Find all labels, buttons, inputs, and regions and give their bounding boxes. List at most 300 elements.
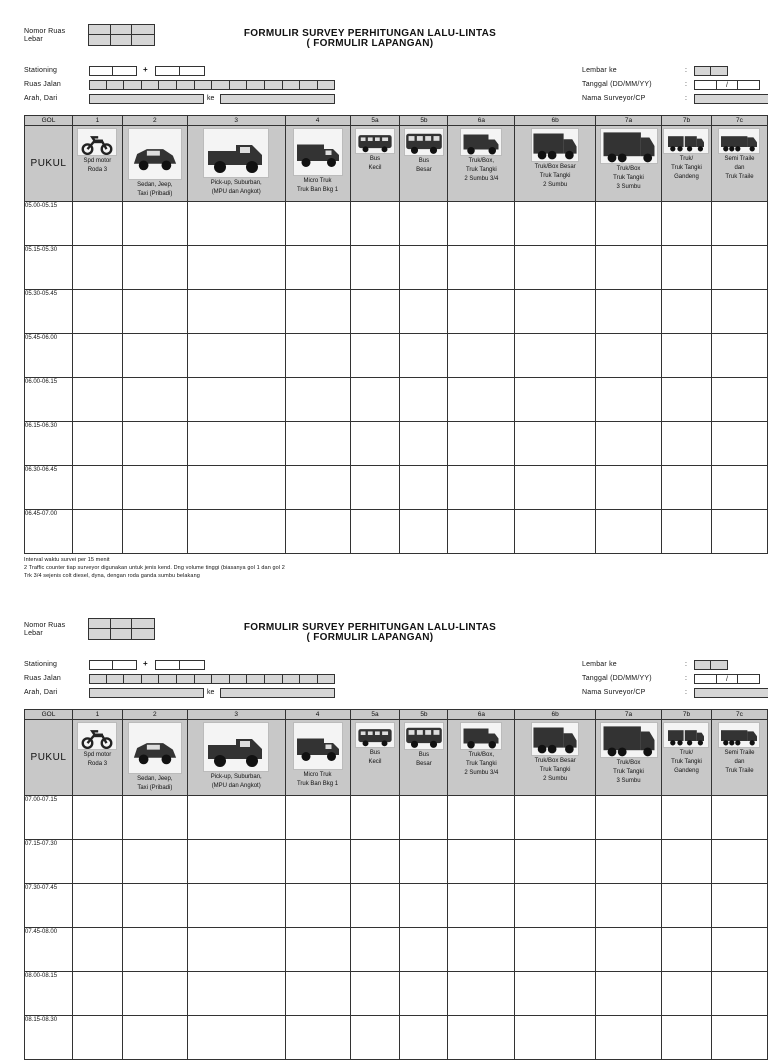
count-cell-1[interactable] — [72, 422, 122, 466]
count-cell-3[interactable] — [187, 202, 285, 246]
ruas-jalan-input-cell[interactable] — [318, 674, 336, 684]
count-cell-6b[interactable] — [515, 884, 596, 928]
count-cell-4[interactable] — [285, 510, 350, 554]
vehicle-label-top: Truk/Box, — [468, 158, 495, 164]
count-cell-6a[interactable] — [448, 246, 515, 290]
surveyor-input[interactable] — [694, 94, 768, 104]
stationing-km-input[interactable] — [89, 66, 137, 76]
count-cell-2[interactable] — [122, 246, 187, 290]
vehicle-type-1 — [72, 720, 122, 796]
count-cell-5b[interactable] — [400, 510, 448, 554]
count-cell-6b[interactable] — [515, 334, 596, 378]
count-cell-7a[interactable] — [596, 972, 662, 1016]
ruas-jalan-input-cell[interactable] — [300, 674, 318, 684]
ruas-jalan-input-cell[interactable] — [300, 80, 318, 90]
count-cell-2[interactable] — [122, 290, 187, 334]
count-cell-7c[interactable] — [711, 928, 767, 972]
label-arah-dari: Arah, Dari — [24, 95, 58, 102]
count-cell-4[interactable] — [285, 422, 350, 466]
arah-dari-input[interactable] — [89, 688, 204, 698]
tanggal-input[interactable] — [694, 80, 760, 90]
vehicle-label-top: Truk/ — [679, 750, 694, 756]
count-cell-7c[interactable] — [711, 422, 767, 466]
vehicle-label-bottom: Besar — [416, 167, 432, 173]
count-cell-6b[interactable] — [515, 246, 596, 290]
count-cell-6a[interactable] — [448, 378, 515, 422]
count-cell-4[interactable] — [285, 840, 350, 884]
count-cell-5a[interactable] — [350, 972, 400, 1016]
count-cell-6a[interactable] — [448, 796, 515, 840]
count-cell-7a[interactable] — [596, 334, 662, 378]
ruas-jalan-input-cell[interactable] — [265, 80, 283, 90]
count-cell-7b[interactable] — [662, 334, 712, 378]
count-cell-5a[interactable] — [350, 510, 400, 554]
stationing-m-input-cell[interactable] — [180, 66, 205, 76]
count-cell-5b[interactable] — [400, 290, 448, 334]
count-cell-6a[interactable] — [448, 422, 515, 466]
count-cell-4[interactable] — [285, 246, 350, 290]
count-cell-4[interactable] — [285, 884, 350, 928]
count-cell-7c[interactable] — [711, 1016, 767, 1060]
gol-3: 3 — [187, 710, 285, 720]
vehicle-label-top: Semi Traile — [724, 156, 755, 162]
count-cell-7b[interactable] — [662, 884, 712, 928]
surveyor-input[interactable] — [694, 688, 768, 698]
count-cell-4[interactable] — [285, 202, 350, 246]
vehicle-type-5a — [350, 126, 400, 202]
count-cell-7a[interactable] — [596, 796, 662, 840]
count-cell-2[interactable] — [122, 378, 187, 422]
stationing-km-input-cell[interactable] — [113, 66, 137, 76]
count-cell-2[interactable] — [122, 884, 187, 928]
count-cell-7b[interactable] — [662, 290, 712, 334]
ruas-jalan-input-cell[interactable] — [247, 674, 265, 684]
count-cell-5a[interactable] — [350, 1016, 400, 1060]
count-cell-6a[interactable] — [448, 1016, 515, 1060]
ruas-jalan-input-cell[interactable] — [195, 80, 213, 90]
count-cell-3[interactable] — [187, 466, 285, 510]
large-box-truck-icon — [531, 722, 579, 756]
stationing-m-input-cell[interactable] — [155, 660, 180, 670]
count-cell-3[interactable] — [187, 334, 285, 378]
vehicle-label-bottom: Truk Tangki — [465, 167, 497, 173]
label-lembar: Lembar ke — [582, 661, 617, 668]
count-cell-7a[interactable] — [596, 1016, 662, 1060]
count-cell-5a[interactable] — [350, 378, 400, 422]
count-cell-5a[interactable] — [350, 334, 400, 378]
count-cell-7b[interactable] — [662, 422, 712, 466]
gol-6b: 6b — [515, 710, 596, 720]
count-cell-1[interactable] — [72, 510, 122, 554]
stationing-m-input[interactable] — [155, 66, 205, 76]
count-cell-7a[interactable] — [596, 246, 662, 290]
arah-ke-input[interactable] — [220, 94, 335, 104]
count-cell-7c[interactable] — [711, 510, 767, 554]
gol-5b: 5b — [400, 710, 448, 720]
vehicle-label-top: Truk/Box — [616, 760, 641, 766]
count-cell-7a[interactable] — [596, 840, 662, 884]
ruas-jalan-input-cell[interactable] — [283, 674, 301, 684]
vehicle-type-7b — [662, 720, 712, 796]
table-row — [25, 334, 768, 378]
vehicle-label-bottom: dan — [734, 165, 745, 171]
label-arah-dari: Arah, Dari — [24, 689, 58, 696]
count-cell-6b[interactable] — [515, 466, 596, 510]
count-cell-1[interactable] — [72, 202, 122, 246]
table-row — [25, 290, 768, 334]
stationing-km-input-cell[interactable] — [113, 660, 137, 670]
vehicle-label-top: Spd motor — [83, 158, 112, 164]
count-cell-3[interactable] — [187, 378, 285, 422]
arah-ke-input[interactable] — [220, 688, 335, 698]
count-cell-1[interactable] — [72, 972, 122, 1016]
count-cell-5b[interactable] — [400, 422, 448, 466]
count-cell-2[interactable] — [122, 972, 187, 1016]
count-cell-3[interactable] — [187, 246, 285, 290]
ruas-jalan-input-cell[interactable] — [230, 674, 248, 684]
stationing-m-input[interactable] — [155, 660, 205, 670]
count-cell-6a[interactable] — [448, 972, 515, 1016]
pukul-header: PUKUL — [25, 720, 73, 796]
ruas-jalan-input-cell[interactable] — [142, 80, 160, 90]
count-cell-5a[interactable] — [350, 246, 400, 290]
three-axle-truck-icon — [600, 128, 658, 164]
vehicle-type-5a — [350, 720, 400, 796]
lembar-input-cell[interactable] — [694, 660, 711, 670]
vehicle-label-top: Truk/Box Besar — [534, 164, 576, 170]
time-interval: 06.15-06.30 — [25, 422, 73, 466]
lembar-input[interactable] — [694, 660, 728, 670]
small-bus-icon — [355, 128, 395, 154]
count-cell-4[interactable] — [285, 466, 350, 510]
nomor-ruas-grid[interactable] — [88, 24, 155, 46]
gol-4: 4 — [285, 710, 350, 720]
ruas-jalan-input-cell[interactable] — [107, 80, 125, 90]
count-cell-1[interactable] — [72, 884, 122, 928]
count-cell-6a[interactable] — [448, 334, 515, 378]
count-cell-5a[interactable] — [350, 928, 400, 972]
vehicle-label-bottom: Truk Ban Bkg 1 — [296, 187, 339, 193]
count-cell-6a[interactable] — [448, 466, 515, 510]
time-interval: 07.30-07.45 — [25, 884, 73, 928]
count-cell-5a[interactable] — [350, 840, 400, 884]
arah-dari-input[interactable] — [89, 94, 204, 104]
count-cell-6a[interactable] — [448, 884, 515, 928]
count-cell-5b[interactable] — [400, 334, 448, 378]
count-cell-5b[interactable] — [400, 840, 448, 884]
count-cell-5b[interactable] — [400, 1016, 448, 1060]
table-row — [25, 796, 768, 840]
count-cell-7a[interactable] — [596, 884, 662, 928]
ruas-jalan-input[interactable] — [89, 80, 335, 90]
vehicle-header-row — [25, 126, 768, 202]
ruas-jalan-input-cell[interactable] — [195, 674, 213, 684]
vehicle-type-5b — [400, 126, 448, 202]
count-cell-3[interactable] — [187, 1016, 285, 1060]
car-icon — [128, 722, 182, 774]
vehicle-label-top: Pick-up, Suburban, — [210, 774, 262, 780]
large-box-truck-icon — [531, 128, 579, 162]
gol-row — [25, 710, 768, 720]
count-cell-7b[interactable] — [662, 840, 712, 884]
gol-1: 1 — [72, 710, 122, 720]
box-truck-icon — [460, 128, 502, 156]
count-cell-5a[interactable] — [350, 884, 400, 928]
count-cell-4[interactable] — [285, 378, 350, 422]
count-cell-2[interactable] — [122, 422, 187, 466]
count-cell-3[interactable] — [187, 840, 285, 884]
count-cell-5a[interactable] — [350, 290, 400, 334]
label-ruas-jalan: Ruas Jalan — [24, 675, 62, 682]
count-cell-1[interactable] — [72, 334, 122, 378]
ruas-jalan-input[interactable] — [89, 674, 335, 684]
count-cell-6b[interactable] — [515, 290, 596, 334]
count-cell-1[interactable] — [72, 466, 122, 510]
count-cell-5a[interactable] — [350, 202, 400, 246]
count-cell-6b[interactable] — [515, 796, 596, 840]
count-cell-5b[interactable] — [400, 796, 448, 840]
footnote: Interval waktu survei per 15 menit — [24, 557, 110, 563]
count-cell-7b[interactable] — [662, 466, 712, 510]
count-cell-6a[interactable] — [448, 928, 515, 972]
semi-trailer-icon — [718, 722, 760, 748]
count-cell-4[interactable] — [285, 928, 350, 972]
count-cell-5b[interactable] — [400, 246, 448, 290]
time-interval: 05.30-05.45 — [25, 290, 73, 334]
count-cell-6b[interactable] — [515, 422, 596, 466]
label-stationing: Stationing — [24, 67, 58, 74]
ruas-jalan-input-cell[interactable] — [124, 674, 142, 684]
count-cell-4[interactable] — [285, 334, 350, 378]
vehicle-type-7b — [662, 126, 712, 202]
count-cell-1[interactable] — [72, 928, 122, 972]
count-cell-7b[interactable] — [662, 972, 712, 1016]
form-title: FORMULIR SURVEY PERHITUNGAN LALU-LINTAS — [243, 622, 497, 633]
motorcycle-icon — [77, 722, 117, 750]
colon: : — [685, 661, 687, 668]
stationing-m-input-cell[interactable] — [180, 660, 205, 670]
count-cell-7b[interactable] — [662, 378, 712, 422]
count-cell-7a[interactable] — [596, 928, 662, 972]
ruas-jalan-input-cell[interactable] — [107, 674, 125, 684]
ruas-jalan-input-cell[interactable] — [265, 674, 283, 684]
count-cell-5b[interactable] — [400, 972, 448, 1016]
count-cell-7b[interactable] — [662, 510, 712, 554]
stationing-km-input-cell[interactable] — [89, 660, 113, 670]
form-title: FORMULIR SURVEY PERHITUNGAN LALU-LINTAS — [243, 28, 497, 39]
lembar-input-cell[interactable] — [694, 66, 711, 76]
count-cell-1[interactable] — [72, 1016, 122, 1060]
count-cell-7b[interactable] — [662, 1016, 712, 1060]
count-cell-6a[interactable] — [448, 510, 515, 554]
vehicle-label-bottom: Truk Tangki — [671, 165, 702, 171]
count-cell-7c[interactable] — [711, 246, 767, 290]
count-cell-6b[interactable] — [515, 1016, 596, 1060]
count-cell-5b[interactable] — [400, 928, 448, 972]
ruas-jalan-input-cell[interactable] — [283, 80, 301, 90]
vehicle-label-extra: Gandeng — [674, 174, 699, 180]
vehicle-label-top: Micro Truk — [303, 178, 332, 184]
trailer-truck-icon — [663, 722, 709, 748]
ruas-jalan-input-cell[interactable] — [159, 80, 177, 90]
count-cell-5a[interactable] — [350, 796, 400, 840]
count-cell-6b[interactable] — [515, 972, 596, 1016]
time-interval: 07.45-08.00 — [25, 928, 73, 972]
label-stationing: Stationing — [24, 661, 58, 668]
ruas-jalan-input-cell[interactable] — [212, 674, 230, 684]
ruas-jalan-input-cell[interactable] — [177, 674, 195, 684]
count-cell-4[interactable] — [285, 796, 350, 840]
count-cell-4[interactable] — [285, 1016, 350, 1060]
count-cell-3[interactable] — [187, 972, 285, 1016]
count-cell-1[interactable] — [72, 796, 122, 840]
count-cell-2[interactable] — [122, 1016, 187, 1060]
vehicle-label-top: Truk/ — [679, 156, 694, 162]
table-row — [25, 246, 768, 290]
count-cell-3[interactable] — [187, 290, 285, 334]
count-cell-3[interactable] — [187, 510, 285, 554]
small-bus-icon — [355, 722, 395, 748]
vehicle-label-bottom: Kecil — [368, 759, 382, 765]
count-cell-3[interactable] — [187, 422, 285, 466]
count-table — [24, 709, 768, 1060]
table-row — [25, 928, 768, 972]
gol-6a: 6a — [448, 116, 515, 126]
ruas-jalan-input-cell[interactable] — [212, 80, 230, 90]
vehicle-label-top: Truk/Box Besar — [534, 758, 576, 764]
plus-sign: + — [143, 65, 148, 74]
count-cell-3[interactable] — [187, 928, 285, 972]
lembar-input[interactable] — [694, 66, 728, 76]
count-cell-1[interactable] — [72, 840, 122, 884]
count-cell-3[interactable] — [187, 884, 285, 928]
vehicle-label-bottom: Roda 3 — [87, 167, 108, 173]
count-cell-6a[interactable] — [448, 840, 515, 884]
label-surveyor: Nama Surveyor/CP — [582, 689, 646, 696]
vehicle-label-top: Sedan, Jeep, — [137, 776, 173, 782]
count-cell-7b[interactable] — [662, 796, 712, 840]
count-cell-7c[interactable] — [711, 840, 767, 884]
count-cell-7c[interactable] — [711, 378, 767, 422]
gol-6a: 6a — [448, 710, 515, 720]
vehicle-type-7c — [711, 126, 767, 202]
count-cell-7a[interactable] — [596, 466, 662, 510]
count-cell-6b[interactable] — [515, 378, 596, 422]
nomor-ruas-grid[interactable] — [88, 618, 155, 640]
count-cell-7a[interactable] — [596, 378, 662, 422]
time-interval: 08.15-08.30 — [25, 1016, 73, 1060]
count-cell-7c[interactable] — [711, 796, 767, 840]
ruas-jalan-input-cell[interactable] — [89, 674, 107, 684]
count-cell-7b[interactable] — [662, 202, 712, 246]
time-interval: 06.45-07.00 — [25, 510, 73, 554]
count-cell-5b[interactable] — [400, 378, 448, 422]
count-cell-7c[interactable] — [711, 466, 767, 510]
ruas-jalan-input-cell[interactable] — [247, 80, 265, 90]
count-cell-7a[interactable] — [596, 290, 662, 334]
gol-3: 3 — [187, 116, 285, 126]
count-cell-2[interactable] — [122, 928, 187, 972]
large-bus-icon — [404, 722, 444, 750]
count-cell-7b[interactable] — [662, 928, 712, 972]
ruas-jalan-input-cell[interactable] — [230, 80, 248, 90]
lembar-input-cell[interactable] — [711, 66, 728, 76]
gol-2: 2 — [122, 710, 187, 720]
stationing-km-input[interactable] — [89, 660, 137, 670]
count-cell-7a[interactable] — [596, 422, 662, 466]
ruas-jalan-input-cell[interactable] — [159, 674, 177, 684]
count-cell-6a[interactable] — [448, 202, 515, 246]
vehicle-type-7a — [596, 720, 662, 796]
count-cell-7c[interactable] — [711, 972, 767, 1016]
vehicle-label-top: Sedan, Jeep, — [137, 182, 173, 188]
vehicle-type-2 — [122, 126, 187, 202]
count-cell-3[interactable] — [187, 796, 285, 840]
count-cell-5a[interactable] — [350, 466, 400, 510]
gol-header: GOL — [25, 710, 73, 720]
ruas-jalan-input-cell[interactable] — [177, 80, 195, 90]
count-cell-7a[interactable] — [596, 202, 662, 246]
gol-5b: 5b — [400, 116, 448, 126]
vehicle-label-top: Bus — [369, 750, 381, 756]
stationing-km-input-cell[interactable] — [89, 66, 113, 76]
count-cell-7c[interactable] — [711, 334, 767, 378]
gol-4: 4 — [285, 116, 350, 126]
count-cell-5b[interactable] — [400, 466, 448, 510]
label-tanggal: Tanggal (DD/MM/YY) — [582, 81, 652, 88]
label-nomor-ruas: Nomor Ruas — [24, 622, 66, 629]
ruas-jalan-input-cell[interactable] — [89, 80, 107, 90]
count-cell-1[interactable] — [72, 378, 122, 422]
count-cell-2[interactable] — [122, 796, 187, 840]
time-interval: 07.15-07.30 — [25, 840, 73, 884]
count-cell-6b[interactable] — [515, 928, 596, 972]
count-cell-2[interactable] — [122, 334, 187, 378]
count-cell-5b[interactable] — [400, 884, 448, 928]
count-cell-2[interactable] — [122, 466, 187, 510]
vehicle-type-6b — [515, 720, 596, 796]
count-cell-2[interactable] — [122, 202, 187, 246]
count-cell-2[interactable] — [122, 510, 187, 554]
count-cell-4[interactable] — [285, 290, 350, 334]
count-cell-1[interactable] — [72, 246, 122, 290]
count-cell-2[interactable] — [122, 840, 187, 884]
vehicle-label-extra: 2 Sumbu — [543, 776, 568, 782]
count-cell-7c[interactable] — [711, 884, 767, 928]
ruas-jalan-input-cell[interactable] — [142, 674, 160, 684]
count-cell-6b[interactable] — [515, 510, 596, 554]
ruas-jalan-input-cell[interactable] — [318, 80, 336, 90]
count-cell-5b[interactable] — [400, 202, 448, 246]
vehicle-label-top: Semi Traile — [724, 750, 755, 756]
three-axle-truck-icon — [600, 722, 658, 758]
count-cell-6a[interactable] — [448, 290, 515, 334]
count-cell-7b[interactable] — [662, 246, 712, 290]
lembar-input-cell[interactable] — [711, 660, 728, 670]
count-cell-6b[interactable] — [515, 840, 596, 884]
count-cell-4[interactable] — [285, 972, 350, 1016]
count-cell-7c[interactable] — [711, 290, 767, 334]
stationing-m-input-cell[interactable] — [155, 66, 180, 76]
ruas-jalan-input-cell[interactable] — [124, 80, 142, 90]
count-cell-7c[interactable] — [711, 202, 767, 246]
count-cell-1[interactable] — [72, 290, 122, 334]
count-cell-6b[interactable] — [515, 202, 596, 246]
label-lembar: Lembar ke — [582, 67, 617, 74]
tanggal-input[interactable] — [694, 674, 760, 684]
count-cell-7a[interactable] — [596, 510, 662, 554]
count-cell-5a[interactable] — [350, 422, 400, 466]
